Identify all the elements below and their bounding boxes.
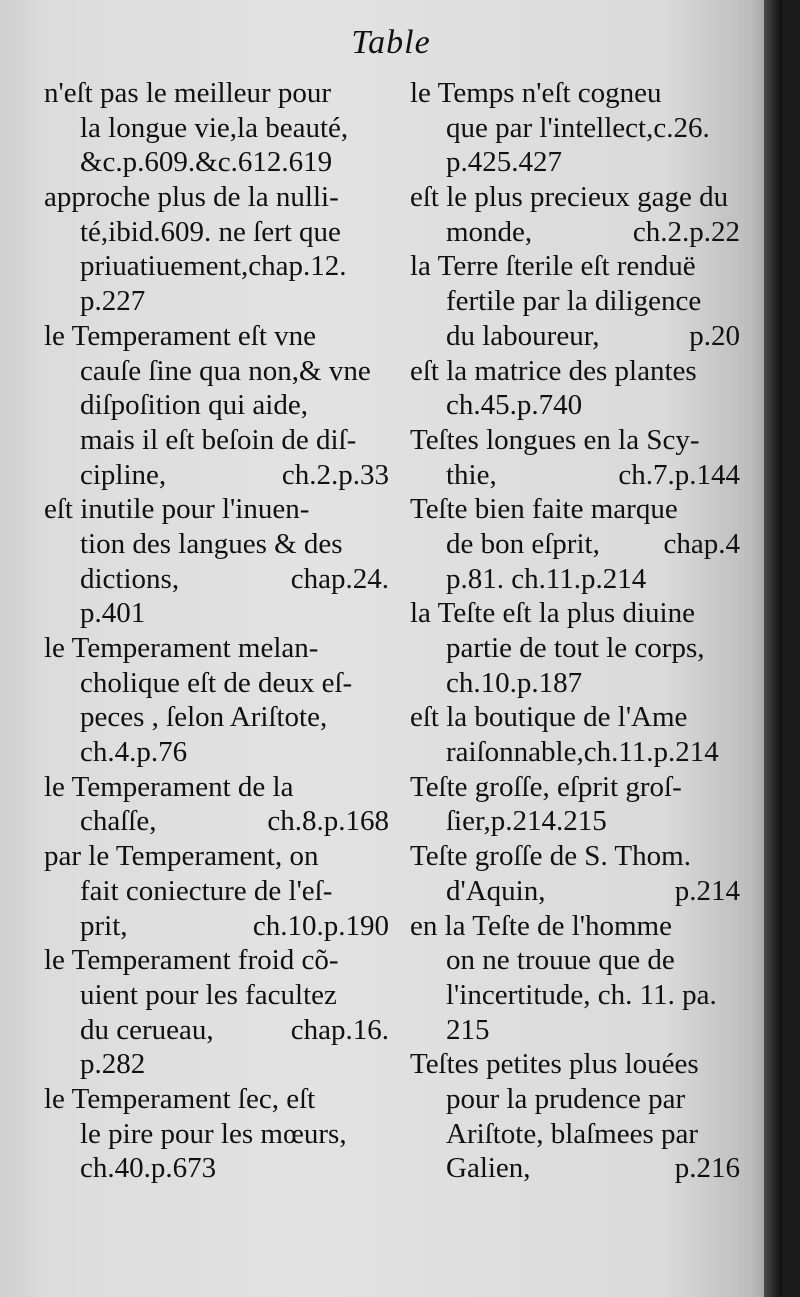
index-entry-line: uient pour les facultez xyxy=(80,978,337,1011)
index-entry-line: Teſte groſſe, eſprit groſ- xyxy=(410,770,682,803)
index-entry-line: la Teſte eſt la plus diuine xyxy=(410,597,695,630)
index-entry-line: ch.10.p.187 xyxy=(446,666,583,699)
index-entry-line: Teſte groſſe de S. Thom. xyxy=(410,840,691,873)
index-entry-line: dictions, chap.24. xyxy=(80,562,389,595)
index-entry xyxy=(44,1082,389,1186)
index-entry xyxy=(410,1047,740,1186)
index-entry xyxy=(410,249,740,353)
index-entry-line: du laboureur, p.20 xyxy=(446,319,740,352)
index-entry xyxy=(410,839,740,908)
index-entry-line: ch.4.p.76 xyxy=(80,736,188,769)
index-entry-line: Teſtes longues en la Scy- xyxy=(410,423,700,456)
index-entry-line: fertile par la diligence xyxy=(446,285,702,318)
index-entry-line: Teſte bien faite marque xyxy=(410,493,678,526)
index-entry xyxy=(44,839,389,943)
index-entry-line: approche plus de la nulli- xyxy=(44,181,339,214)
index-entry xyxy=(44,943,389,1082)
index-entry xyxy=(44,180,389,319)
index-entry-line: eſt le plus precieux gage du xyxy=(410,181,729,214)
index-column-left xyxy=(44,76,389,1186)
index-entry-line: le Temps n'eſt cogneu xyxy=(410,77,662,109)
index-entry xyxy=(410,770,740,839)
index-entry-line: ch.45.p.740 xyxy=(446,389,583,422)
index-entry-line: la longue vie,la beauté, xyxy=(80,111,349,144)
index-entry xyxy=(44,492,389,631)
index-entry-line: le Temperament eſt vne xyxy=(44,319,317,352)
index-entry-line: de bon eſprit, chap.4 xyxy=(446,527,740,560)
index-entry-line: p.227 xyxy=(80,285,146,318)
index-entry-line: thie, ch.7.p.144 xyxy=(446,458,740,491)
index-entry-line: p.425.427 xyxy=(446,146,562,179)
index-entry-line: prit, ch.10.p.190 xyxy=(80,909,389,942)
index-entry-line: cholique eſt de deux eſ- xyxy=(80,666,353,699)
index-entry-line: p.81. ch.11.p.214 xyxy=(446,562,647,595)
index-entry-line: la Terre ſterile eſt renduë xyxy=(410,250,696,283)
index-entry-line: p.401 xyxy=(80,597,146,630)
index-entry-line: n'eſt pas le meilleur pour xyxy=(44,77,332,109)
index-entry xyxy=(410,423,740,492)
index-entry-line: monde, ch.2.p.22 xyxy=(446,215,740,248)
index-entry-line: cipline, ch.2.p.33 xyxy=(80,458,389,491)
index-entry xyxy=(410,492,740,596)
index-entry xyxy=(410,354,740,423)
index-entry-line: le Temperament froid cõ- xyxy=(44,944,339,977)
index-entry-line: du cerueau, chap.16. xyxy=(80,1013,389,1046)
index-entry-line: que par l'intellect,c.26. xyxy=(446,111,710,144)
page-gutter-shadow xyxy=(764,0,782,1297)
index-entry-line: té,ibid.609. ne ſert que xyxy=(80,215,341,248)
index-entry-line: p.282 xyxy=(80,1048,146,1081)
index-entry-line: eſt la boutique de l'Ame xyxy=(410,701,688,734)
index-entry xyxy=(44,770,389,839)
index-entry-line: eſt la matrice des plantes xyxy=(410,354,697,387)
index-entry-line: on ne trouue que de xyxy=(446,944,675,977)
running-head: Table xyxy=(351,24,431,61)
index-entry xyxy=(410,180,740,249)
index-entry-line: d'Aquin, p.214 xyxy=(446,874,740,907)
index-column-right xyxy=(410,76,740,1186)
index-entry-line: ch.40.p.673 xyxy=(80,1152,217,1185)
index-entry-line: priuatiuement,chap.12. xyxy=(80,250,347,283)
index-entry-line: Teſtes petites plus louées xyxy=(410,1048,699,1081)
index-entry-line: le Temperament melan- xyxy=(44,632,319,664)
index-entry-line: ſier,p.214.215 xyxy=(446,805,607,838)
index-entry xyxy=(410,596,740,700)
index-entry-line: l'incertitude, ch. 11. pa. xyxy=(446,978,717,1011)
index-entry-line: fait coniecture de l'eſ- xyxy=(80,874,333,907)
index-entry-line: pour la prudence par xyxy=(446,1082,686,1115)
index-entry-line: Galien, p.216 xyxy=(446,1152,740,1185)
index-entry xyxy=(44,631,389,770)
index-entry-line: tion des langues & des xyxy=(80,527,343,560)
index-entry xyxy=(410,76,740,180)
index-entry-line: en la Teſte de l'homme xyxy=(410,909,672,942)
index-entry-line: raiſonnable,ch.11.p.214 xyxy=(446,736,719,769)
index-entry xyxy=(410,909,740,1048)
index-entry-line: chaſſe, ch.8.p.168 xyxy=(80,805,389,838)
index-entry-line: le Temperament ſec, eſt xyxy=(44,1082,316,1115)
index-entry-line: le Temperament de la xyxy=(44,770,294,803)
index-entry xyxy=(44,76,389,180)
index-entry-line: le pire pour les mœurs, xyxy=(80,1117,347,1150)
index-entry-line: &c.p.609.&c.612.619 xyxy=(80,146,333,179)
index-entry-line: par le Temperament, on xyxy=(44,840,319,873)
index-entry-line: partie de tout le corps, xyxy=(446,632,705,664)
index-entry-line: cauſe ſine qua non,& vne xyxy=(80,354,371,387)
index-entry-line: mais il eſt beſoin de diſ- xyxy=(80,423,357,456)
index-entry xyxy=(410,700,740,769)
index-entry-line: diſpoſition qui aide, xyxy=(80,389,308,422)
index-entry-line: eſt inutile pour l'inuen- xyxy=(44,493,310,526)
index-entry-line: peces , ſelon Ariſtote, xyxy=(80,701,328,734)
index-entry-line: 215 xyxy=(446,1013,490,1046)
index-entry xyxy=(44,319,389,492)
index-entry-line: Ariſtote, blaſmees par xyxy=(446,1117,699,1150)
